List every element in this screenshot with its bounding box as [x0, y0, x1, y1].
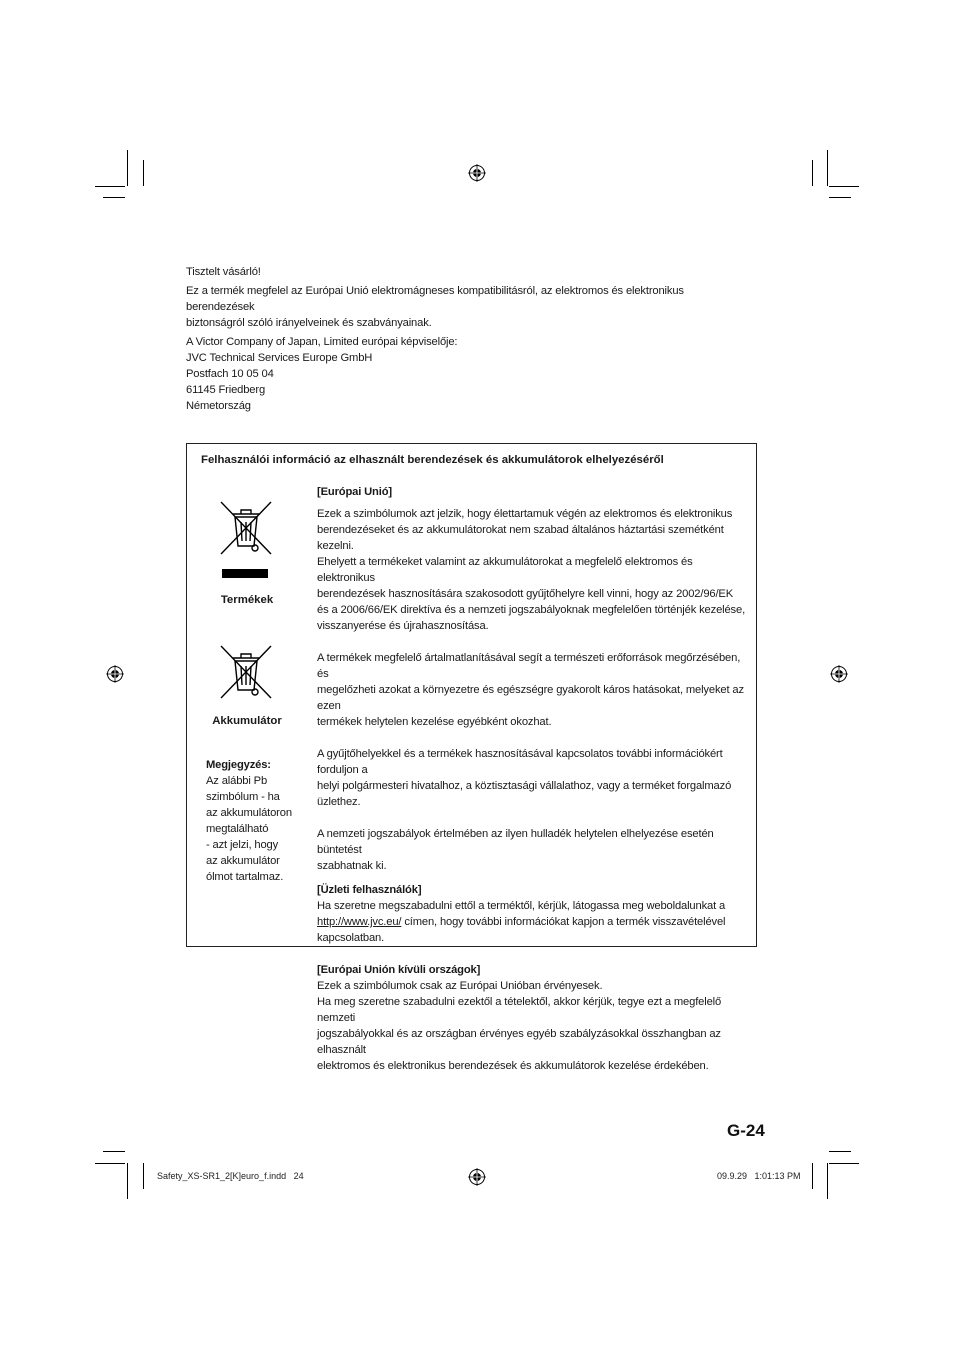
crop-mark	[143, 160, 144, 186]
eu-text-line: Ezek a szimbólumok azt jelzik, hogy élettartamuk végén az elektromos és elektronikus	[317, 508, 733, 520]
company-name: JVC Technical Services Europe GmbH	[186, 352, 373, 364]
crossed-bin-battery-icon	[219, 644, 273, 700]
products-label: Termékek	[220, 594, 274, 606]
non-eu-text-line: jogszabályokkal és az országban érvényes egyéb szabályzásokkal összhangban az elhasznált	[317, 1028, 721, 1056]
business-text-rest: címen, hogy további információkat kapjon a termék visszavételével	[401, 916, 726, 928]
crop-mark	[827, 1163, 828, 1199]
crop-mark	[103, 1151, 125, 1152]
eu-text-line: visszanyerése és újrahasznosítása.	[317, 620, 489, 632]
business-text-line	[317, 914, 747, 930]
crop-mark	[812, 1163, 813, 1189]
crop-mark	[829, 186, 859, 187]
non-eu-heading: [Európai Unión kívüli országok]	[317, 964, 481, 976]
non-eu-text-line: Ha meg szeretne szabadulni ezektől a tételektől, akkor kérjük, tegye ezt a megfelelő nemzeti	[317, 996, 722, 1024]
crossed-bin-icon	[219, 500, 273, 556]
eu-text-line: A nemzeti jogszabályok értelmében az ilyen hulladék helytelen elhelyezése esetén büntetést	[317, 828, 714, 856]
registration-mark-icon	[830, 665, 848, 683]
note-title: Megjegyzés:	[206, 759, 271, 771]
note-line: ólmot tartalmaz.	[206, 871, 284, 883]
eu-text-line: termékek helytelen kezelése egyébként okozhat.	[317, 716, 552, 728]
page-number: G-24	[727, 1121, 765, 1140]
note-line: Az alábbi Pb	[206, 775, 268, 787]
country: Németország	[186, 400, 251, 412]
registration-mark-icon	[468, 164, 486, 182]
business-text-line: Ha szeretne megszabadulni ettől a terméktől, kérjük, látogassa meg weboldalunkat a	[317, 900, 726, 912]
eu-text-line: A termékek megfelelő ártalmatlanításával segít a természeti erőforrások megőrzésében, és	[317, 652, 741, 680]
note-line: megtalálható	[206, 823, 269, 835]
note-line: szimbólum - ha	[206, 791, 280, 803]
non-eu-text-line: Ezek a szimbólumok csak az Európai Unióban érvényesek.	[317, 980, 603, 992]
footer-filename: Safety_XS-SR1_2[K]euro_f.indd 24	[157, 1171, 304, 1181]
eu-text-line: Ehelyett a termékeket valamint az akkumulátorokat a megfelelő elektromos és elektronikus	[317, 556, 693, 584]
greeting: Tisztelt vásárló!	[186, 266, 261, 278]
crop-mark	[143, 1163, 144, 1189]
disposal-info-box	[186, 443, 757, 1072]
eu-text-line: szabhatnak ki.	[317, 860, 387, 872]
crop-mark	[827, 150, 828, 186]
eu-heading: [Európai Unió]	[317, 486, 392, 498]
crop-mark	[127, 150, 128, 186]
compliance-line: Ez a termék megfelel az Európai Unió elektromágneses kompatibilitásról, az elektromos és elektronikus berendezések	[186, 285, 684, 313]
compliance-line: biztonságról szóló irányelveinek és szabványainak.	[186, 317, 432, 329]
eu-text-line: A gyűjtőhelyekkel és a termékek hasznosításával kapcsolatos további információkért forduljon a	[317, 748, 723, 776]
city: 61145 Friedberg	[186, 384, 266, 396]
eu-text-line: és a 2006/66/EK direktíva és a nemzeti jogszabályoknak megfelelően történjék kezelése,	[317, 604, 746, 616]
footer-datetime: 09.9.29 1:01:13 PM	[717, 1171, 801, 1181]
eu-text-line: megelőzheti azokat a környezetre és egészségre gyakorolt káros hatásokat, melyeket az ezen	[317, 684, 744, 712]
eu-text-line: helyi polgármesteri hivatalhoz, a köztisztasági vállalathoz, vagy a terméket forgalmazó üzlethez.	[317, 780, 732, 808]
eu-text-line: berendezéseket és az akkumulátorokat nem szabad általános háztartási szemétként kezelni.	[317, 524, 724, 552]
note-line: az akkumulátor	[206, 855, 280, 867]
disposal-text	[317, 484, 747, 1074]
registration-mark-icon	[468, 1168, 486, 1186]
crop-mark	[829, 197, 851, 198]
crop-mark	[812, 160, 813, 186]
registration-mark-icon	[106, 665, 124, 683]
box-title: Felhasználói információ az elhasznált berendezések és akkumulátorok elhelyezéséről	[201, 454, 664, 466]
note-line: - azt jelzi, hogy	[206, 839, 279, 851]
eu-text-line: berendezések hasznosítására szakosodott gyűjtőhelyre kell vinni, hogy az 2002/96/EK	[317, 588, 734, 600]
crop-mark	[103, 197, 125, 198]
note-line: az akkumulátoron	[206, 807, 292, 819]
business-heading: [Üzleti felhasználók]	[317, 884, 422, 896]
crop-mark	[95, 1163, 125, 1164]
postfach: Postfach 10 05 04	[186, 368, 274, 380]
note-block	[206, 757, 306, 885]
product-bar	[222, 569, 268, 578]
crop-mark	[127, 1163, 128, 1199]
jvc-website-link[interactable]: http://www.jvc.eu/	[317, 916, 402, 928]
representative-line: A Victor Company of Japan, Limited európai képviselője:	[186, 336, 458, 348]
crop-mark	[829, 1151, 851, 1152]
business-text-line: kapcsolatban.	[317, 932, 385, 944]
intro-block	[186, 264, 746, 414]
crop-mark	[829, 1163, 859, 1164]
battery-label: Akkumulátor	[212, 715, 282, 727]
non-eu-text-line: elektromos és elektronikus berendezések és akkumulátorok kezelése érdekében.	[317, 1060, 709, 1072]
crop-mark	[95, 186, 125, 187]
